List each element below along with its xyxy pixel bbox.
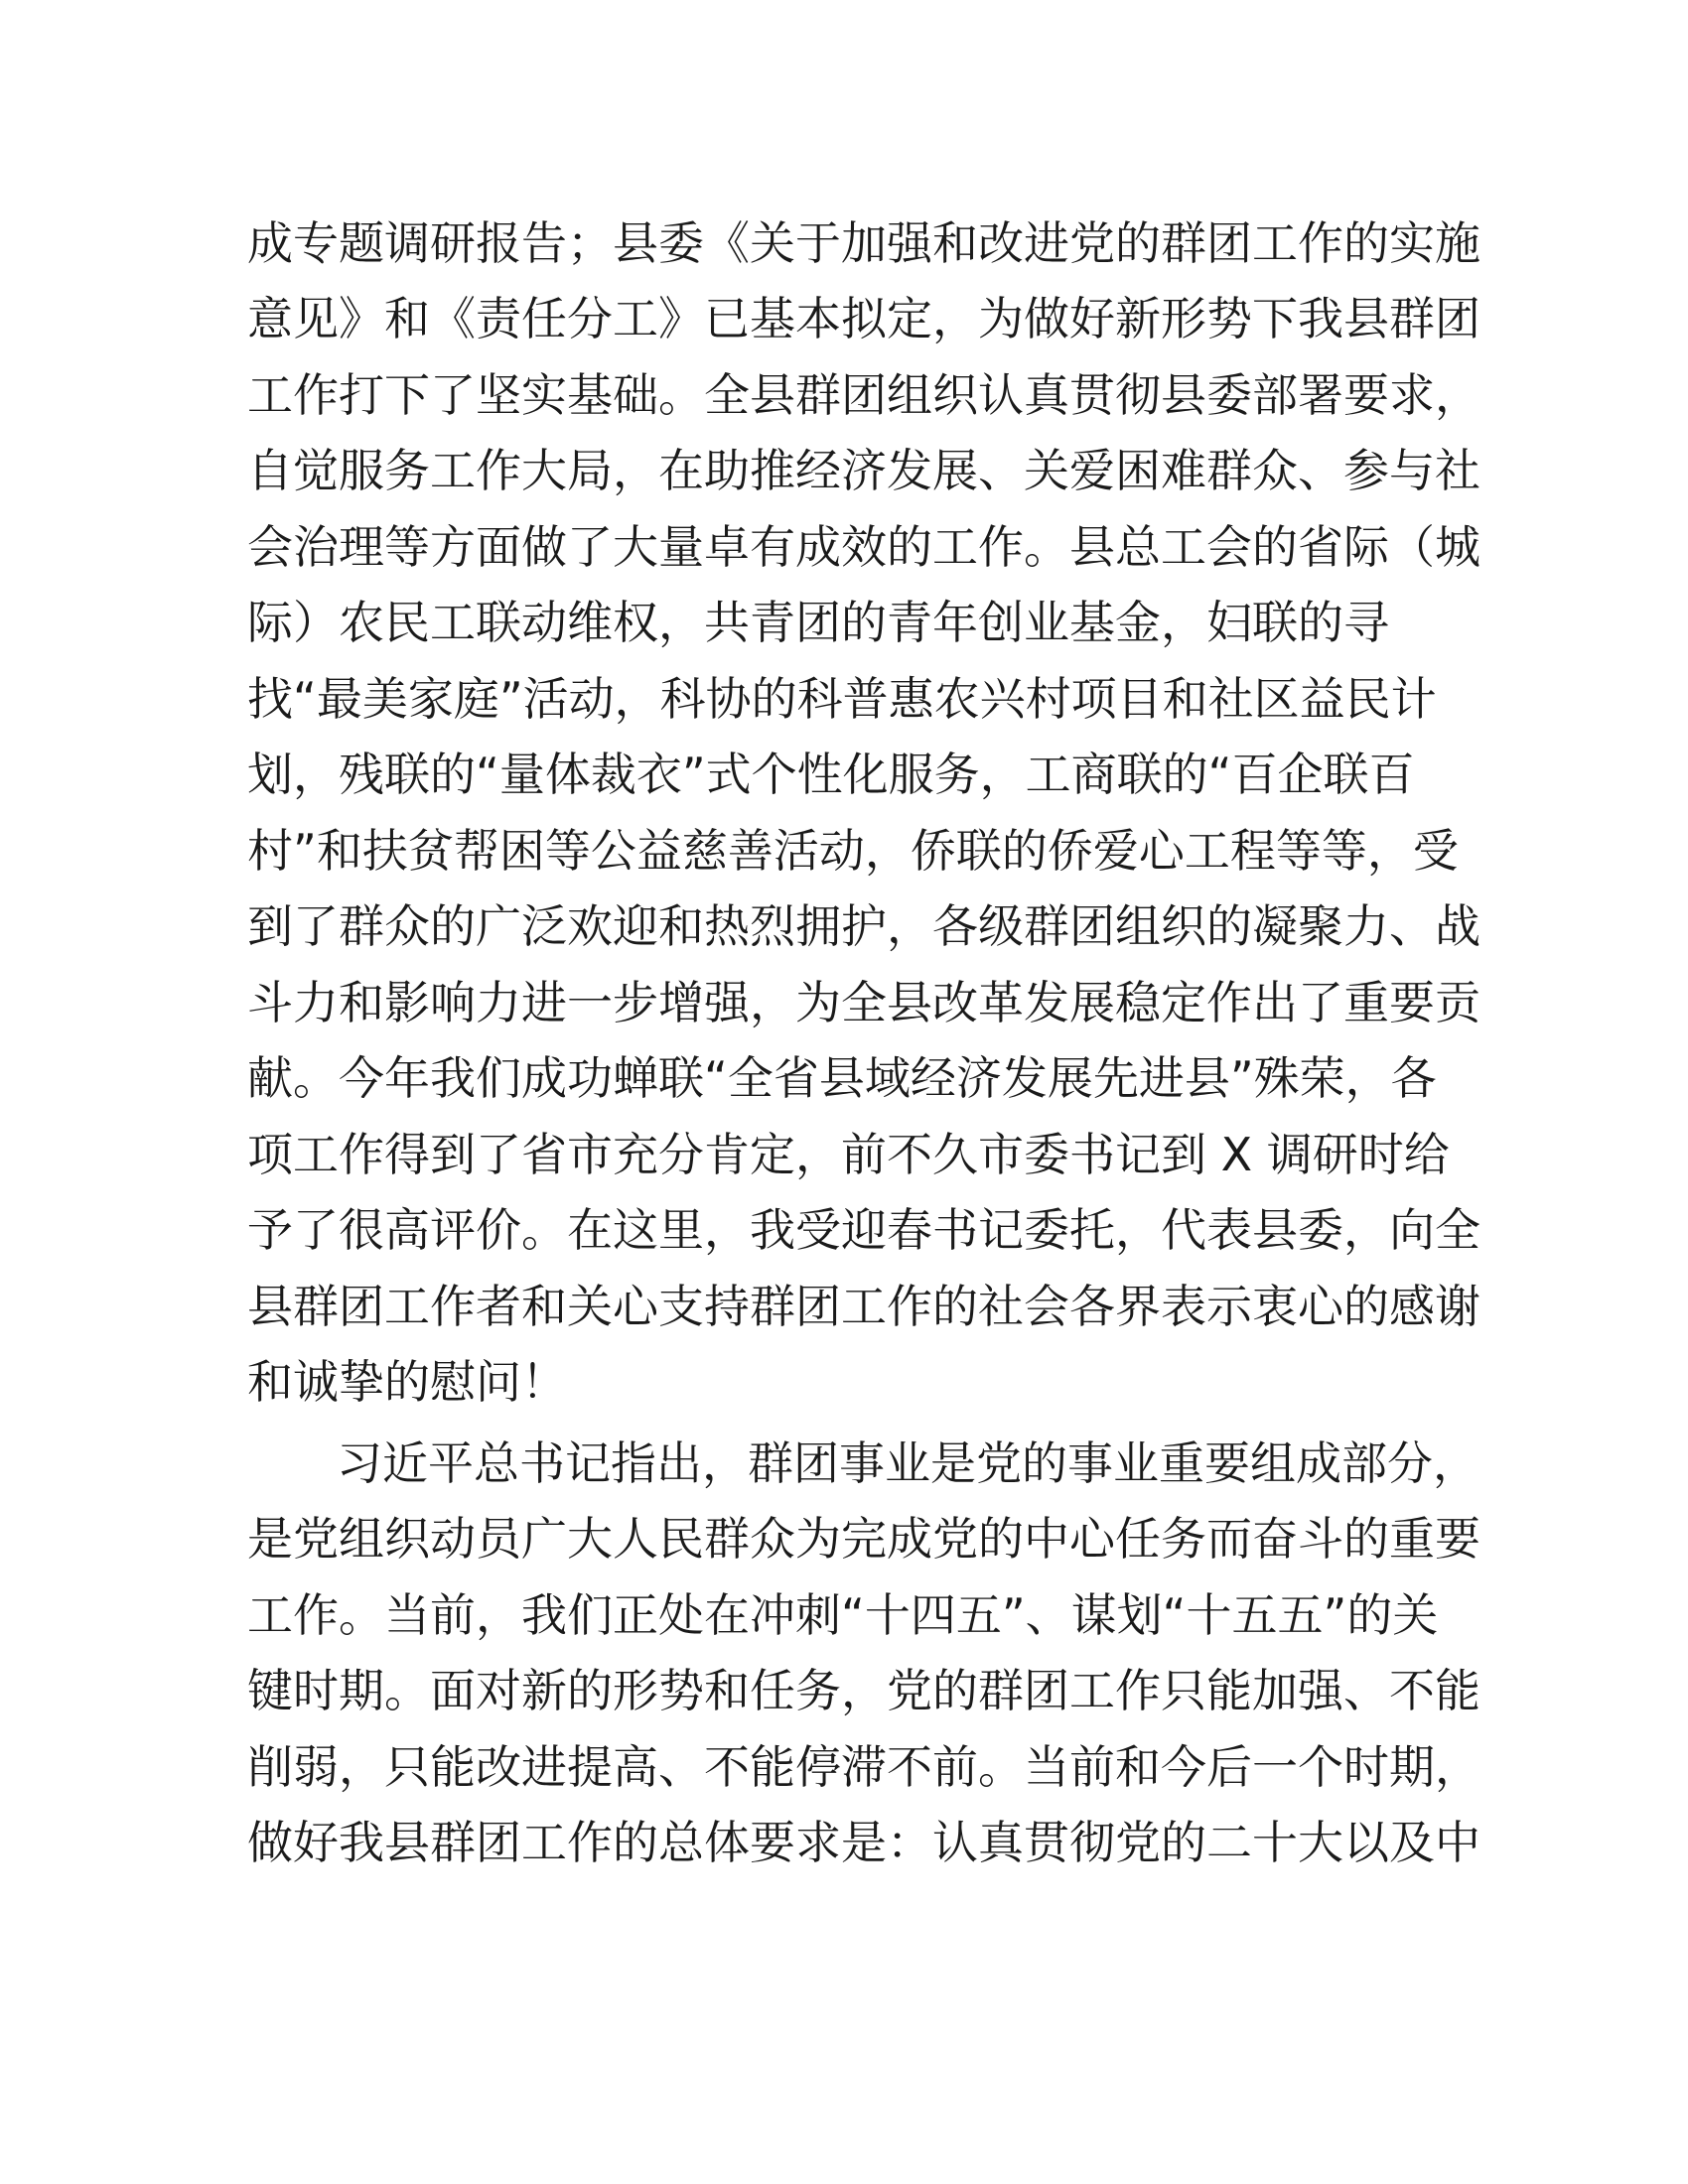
paragraph-1-line-3: 工作打下了坚实基础。全县群团组织认真贯彻县委部署要求， — [247, 368, 1480, 422]
paragraph-1-line-10: 到了群众的广泛欢迎和热烈拥护，各级群团组织的凝聚力、战 — [247, 899, 1480, 953]
paragraph-1-line-9: 村”和扶贫帮困等公益慈善活动，侨联的侨爱心工程等等，受 — [247, 824, 1459, 878]
paragraph-1-line-16: 和诚挚的慰问！ — [247, 1355, 567, 1409]
paragraph-1-line-2: 意见》和《责任分工》已基本拟定，为做好新形势下我县群团 — [247, 292, 1480, 345]
paragraph-2-line-5: 削弱，只能改进提高、不能停滞不前。当前和今后一个时期， — [247, 1740, 1480, 1794]
paragraph-2-line-1: 习近平总书记指出，群团事业是党的事业重要组成部分， — [337, 1436, 1478, 1490]
paragraph-2-line-2: 是党组织动员广大人民群众为完成党的中心任务而奋斗的重要 — [247, 1512, 1480, 1566]
paragraph-1-line-5: 会治理等方面做了大量卓有成效的工作。县总工会的省际（城 — [247, 520, 1480, 574]
paragraph-2-line-6: 做好我县群团工作的总体要求是：认真贯彻党的二十大以及中 — [247, 1816, 1480, 1869]
paragraph-1-line-15: 县群团工作者和关心支持群团工作的社会各界表示衷心的感谢 — [247, 1280, 1480, 1333]
paragraph-2-line-4: 键时期。面对新的形势和任务，党的群团工作只能加强、不能 — [247, 1664, 1480, 1717]
paragraph-1-line-11: 斗力和影响力进一步增强，为全县改革发展稳定作出了重要贡 — [247, 976, 1480, 1029]
paragraph-1-line-14: 予了很高评价。在这里，我受迎春书记委托，代表县委，向全 — [247, 1203, 1480, 1257]
paragraph-1-line-8: 划，残联的“量体裁衣”式个性化服务，工商联的“百企联百 — [247, 748, 1415, 801]
paragraph-1-line-13: 项工作得到了省市充分肯定，前不久市委书记到 X 调研时给 — [247, 1128, 1450, 1181]
paragraph-1-line-7: 找“最美家庭”活动，科协的科普惠农兴村项目和社区益民计 — [247, 672, 1437, 726]
paragraph-2-line-3: 工作。当前，我们正处在冲刺“十四五”、谋划“十五五”的关 — [247, 1588, 1439, 1642]
paragraph-1-line-6: 际）农民工联动维权，共青团的青年创业基金，妇联的寻 — [247, 596, 1389, 649]
paragraph-1-line-4: 自觉服务工作大局，在助推经济发展、关爱困难群众、参与社 — [247, 444, 1480, 497]
paragraph-1-line-12: 献。今年我们成功蝉联“全省县域经济发展先进县”殊荣，各 — [247, 1051, 1437, 1105]
paragraph-1-line-1: 成专题调研报告；县委《关于加强和改进党的群团工作的实施 — [247, 216, 1480, 270]
